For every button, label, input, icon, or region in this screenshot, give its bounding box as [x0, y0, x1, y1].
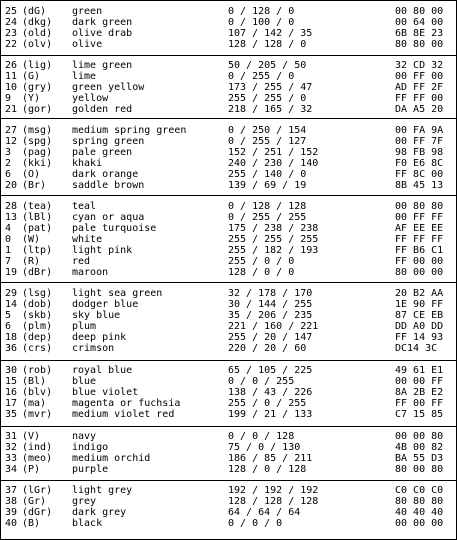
color-code: (skb)	[22, 310, 53, 321]
table-row	[0, 496, 457, 507]
color-number: 14	[5, 299, 18, 310]
hex-value: 8B 45 13	[395, 180, 444, 191]
rgb-value: 128 / 0 / 128	[228, 464, 307, 475]
table-row	[0, 201, 457, 212]
rgb-value: 255 / 182 / 193	[228, 245, 319, 256]
table-row	[0, 28, 457, 39]
color-number: 28	[5, 201, 18, 212]
color-number: 23	[5, 28, 18, 39]
rgb-value: 0 / 255 / 255	[228, 212, 307, 223]
color-name: royal blue	[72, 365, 133, 376]
color-group	[0, 431, 457, 475]
table-row	[0, 442, 457, 453]
color-name: navy	[72, 431, 97, 442]
color-number: 13	[5, 212, 18, 223]
rgb-value: 75 / 0 / 130	[228, 442, 301, 453]
color-name: light pink	[72, 245, 133, 256]
table-row	[0, 17, 457, 28]
rgb-value: 50 / 205 / 50	[228, 60, 307, 71]
table-row	[0, 180, 457, 191]
color-name: dark orange	[72, 169, 139, 180]
hex-value: 00 FF 00	[395, 71, 444, 82]
color-name: medium orchid	[72, 453, 151, 464]
table-row	[0, 234, 457, 245]
hex-value: 40 40 40	[395, 507, 444, 518]
color-code: (V)	[22, 431, 41, 442]
color-number: 21	[5, 104, 18, 115]
group-divider	[0, 195, 457, 196]
color-name: blue violet	[72, 387, 139, 398]
hex-value: 32 CD 32	[395, 60, 444, 71]
color-number: 25	[5, 6, 18, 17]
color-name: white	[72, 234, 103, 245]
color-code: (P)	[22, 464, 41, 475]
color-name: light grey	[72, 485, 133, 496]
color-number: 36	[5, 343, 18, 354]
hex-value: DA A5 20	[395, 104, 444, 115]
hex-value: FF 00 FF	[395, 398, 444, 409]
color-number: 37	[5, 485, 18, 496]
color-number: 34	[5, 464, 18, 475]
color-code: (lBl)	[22, 212, 53, 223]
rgb-value: 255 / 255 / 0	[228, 93, 307, 104]
color-number: 16	[5, 387, 18, 398]
color-number: 22	[5, 39, 18, 50]
color-number: 27	[5, 125, 18, 136]
color-group	[0, 125, 457, 191]
color-code: (dBr)	[22, 267, 53, 278]
rgb-value: 220 / 20 / 60	[228, 343, 307, 354]
color-name: purple	[72, 464, 109, 475]
hex-value: C0 C0 C0	[395, 485, 444, 496]
color-name: sky blue	[72, 310, 121, 321]
color-group	[0, 485, 457, 529]
color-number: 0	[5, 234, 12, 245]
color-number: 3	[5, 147, 12, 158]
rgb-value: 255 / 0 / 0	[228, 256, 295, 267]
hex-value: 00 FF FF	[395, 212, 444, 223]
color-name: yellow	[72, 93, 109, 104]
table-row	[0, 321, 457, 332]
hex-value: C7 15 85	[395, 409, 444, 420]
color-number: 32	[5, 442, 18, 453]
hex-value: FF 14 93	[395, 332, 444, 343]
color-code: (ma)	[22, 398, 47, 409]
color-number: 6	[5, 321, 12, 332]
table-row	[0, 299, 457, 310]
group-divider	[0, 480, 457, 481]
rgb-value: 107 / 142 / 35	[228, 28, 313, 39]
color-name: dark green	[72, 17, 133, 28]
hex-value: FF 00 00	[395, 256, 444, 267]
color-name: khaki	[72, 158, 103, 169]
rgb-value: 0 / 100 / 0	[228, 17, 295, 28]
color-code: (dep)	[22, 332, 53, 343]
color-code: (plm)	[22, 321, 53, 332]
hex-value: 87 CE EB	[395, 310, 444, 321]
rgb-value: 0 / 128 / 0	[228, 6, 295, 17]
table-row	[0, 223, 457, 234]
table-row	[0, 93, 457, 104]
color-number: 20	[5, 180, 18, 191]
rgb-value: 138 / 43 / 226	[228, 387, 313, 398]
table-row	[0, 6, 457, 17]
table-row	[0, 147, 457, 158]
table-row	[0, 212, 457, 223]
color-code: (O)	[22, 169, 41, 180]
table-row	[0, 376, 457, 387]
rgb-value: 173 / 255 / 47	[228, 82, 313, 93]
hex-value: 1E 90 FF	[395, 299, 444, 310]
rgb-value: 255 / 0 / 255	[228, 398, 307, 409]
table-row	[0, 409, 457, 420]
color-code: (spg)	[22, 136, 53, 147]
color-number: 12	[5, 136, 18, 147]
hex-value: 4B 00 82	[395, 442, 444, 453]
rgb-value: 65 / 105 / 225	[228, 365, 313, 376]
color-code: (meo)	[22, 453, 53, 464]
table-row	[0, 431, 457, 442]
rgb-value: 0 / 0 / 128	[228, 431, 295, 442]
table-row	[0, 82, 457, 93]
color-code: (rob)	[22, 365, 53, 376]
rgb-value: 0 / 255 / 127	[228, 136, 307, 147]
rgb-value: 186 / 85 / 211	[228, 453, 313, 464]
color-code: (lGr)	[22, 485, 53, 496]
color-name: spring green	[72, 136, 145, 147]
color-number: 24	[5, 17, 18, 28]
rgb-value: 139 / 69 / 19	[228, 180, 307, 191]
rgb-value: 175 / 238 / 238	[228, 223, 319, 234]
color-code: (pat)	[22, 223, 53, 234]
color-group	[0, 288, 457, 354]
color-name: lime	[72, 71, 97, 82]
hex-value: FF 8C 00	[395, 169, 444, 180]
rgb-value: 199 / 21 / 133	[228, 409, 313, 420]
hex-value: 00 64 00	[395, 17, 444, 28]
hex-value: AD FF 2F	[395, 82, 444, 93]
color-code: (Br)	[22, 180, 47, 191]
color-number: 38	[5, 496, 18, 507]
group-divider	[0, 55, 457, 56]
color-code: (dob)	[22, 299, 53, 310]
hex-value: 98 FB 98	[395, 147, 444, 158]
rgb-value: 255 / 255 / 255	[228, 234, 319, 245]
color-code: (R)	[22, 256, 41, 267]
color-code: (msg)	[22, 125, 53, 136]
color-code: (gry)	[22, 82, 53, 93]
color-code: (G)	[22, 71, 41, 82]
color-number: 17	[5, 398, 18, 409]
rgb-value: 128 / 128 / 128	[228, 496, 319, 507]
color-number: 35	[5, 409, 18, 420]
table-row	[0, 332, 457, 343]
table-row	[0, 343, 457, 354]
color-name: lime green	[72, 60, 133, 71]
color-code: (Bl)	[22, 376, 47, 387]
color-number: 4	[5, 223, 12, 234]
hex-value: FF FF 00	[395, 93, 444, 104]
color-name: black	[72, 518, 103, 529]
color-number: 33	[5, 453, 18, 464]
color-number: 39	[5, 507, 18, 518]
table-row	[0, 288, 457, 299]
color-number: 7	[5, 256, 12, 267]
color-code: (ltp)	[22, 245, 53, 256]
color-name: pale green	[72, 147, 133, 158]
color-name: cyan or aqua	[72, 212, 145, 223]
rgb-value: 128 / 0 / 0	[228, 267, 295, 278]
color-number: 31	[5, 431, 18, 442]
color-number: 5	[5, 310, 12, 321]
table-row	[0, 39, 457, 50]
hex-value: BA 55 D3	[395, 453, 444, 464]
color-name: light sea green	[72, 288, 163, 299]
table-row	[0, 256, 457, 267]
table-row	[0, 136, 457, 147]
color-name: magenta or fuchsia	[72, 398, 181, 409]
group-divider	[0, 118, 457, 119]
color-name: plum	[72, 321, 97, 332]
hex-value: 8A 2B E2	[395, 387, 444, 398]
rgb-value: 221 / 160 / 221	[228, 321, 319, 332]
color-group	[0, 6, 457, 50]
hex-value: 80 80 00	[395, 39, 444, 50]
hex-value: 20 B2 AA	[395, 288, 444, 299]
hex-value: 00 80 00	[395, 6, 444, 17]
color-name: medium spring green	[72, 125, 187, 136]
rgb-value: 64 / 64 / 64	[228, 507, 301, 518]
color-code: (dGr)	[22, 507, 53, 518]
hex-value: 00 00 80	[395, 431, 444, 442]
color-name: deep pink	[72, 332, 127, 343]
table-row	[0, 310, 457, 321]
color-number: 11	[5, 71, 18, 82]
color-code: (olv)	[22, 39, 53, 50]
color-number: 6	[5, 169, 12, 180]
color-number: 40	[5, 518, 18, 529]
group-divider	[0, 282, 457, 283]
table-row	[0, 267, 457, 278]
rgb-value: 0 / 255 / 0	[228, 71, 295, 82]
group-divider	[0, 426, 457, 427]
rgb-value: 255 / 140 / 0	[228, 169, 307, 180]
hex-value: AF EE EE	[395, 223, 444, 234]
color-name: medium violet red	[72, 409, 175, 420]
color-code: (W)	[22, 234, 41, 245]
color-code: (Gr)	[22, 496, 47, 507]
rgb-value: 30 / 144 / 255	[228, 299, 313, 310]
color-code: (dkg)	[22, 17, 53, 28]
hex-value: 00 00 FF	[395, 376, 444, 387]
hex-value: DD A0 DD	[395, 321, 444, 332]
color-code: (gor)	[22, 104, 53, 115]
color-name: green	[72, 6, 103, 17]
color-name: maroon	[72, 267, 109, 278]
table-row	[0, 507, 457, 518]
table-row	[0, 169, 457, 180]
table-row	[0, 104, 457, 115]
table-row	[0, 518, 457, 529]
hex-value: 80 80 80	[395, 496, 444, 507]
rgb-value: 32 / 178 / 170	[228, 288, 313, 299]
rgb-value: 0 / 0 / 0	[228, 518, 283, 529]
color-name: crimson	[72, 343, 115, 354]
hex-value: 49 61 E1	[395, 365, 444, 376]
table-row	[0, 398, 457, 409]
table-row	[0, 158, 457, 169]
rgb-value: 0 / 128 / 128	[228, 201, 307, 212]
color-code: (Y)	[22, 93, 41, 104]
color-name: blue	[72, 376, 97, 387]
color-name: red	[72, 256, 91, 267]
hex-value: FF FF FF	[395, 234, 444, 245]
table-row	[0, 125, 457, 136]
rgb-value: 35 / 206 / 235	[228, 310, 313, 321]
table-row	[0, 464, 457, 475]
color-number: 30	[5, 365, 18, 376]
color-number: 15	[5, 376, 18, 387]
color-group	[0, 365, 457, 420]
color-number: 9	[5, 93, 12, 104]
color-name: indigo	[72, 442, 109, 453]
hex-value: 6B 8E 23	[395, 28, 444, 39]
color-name: grey	[72, 496, 97, 507]
color-code: (lig)	[22, 60, 53, 71]
color-name: dodger blue	[72, 299, 139, 310]
color-code: (dG)	[22, 6, 47, 17]
table-row	[0, 71, 457, 82]
rgb-value: 192 / 192 / 192	[228, 485, 319, 496]
rgb-value: 218 / 165 / 32	[228, 104, 313, 115]
table-row	[0, 245, 457, 256]
rgb-value: 240 / 230 / 140	[228, 158, 319, 169]
table-row	[0, 453, 457, 464]
color-code: (kki)	[22, 158, 53, 169]
color-code: (tea)	[22, 201, 53, 212]
color-code: (lsg)	[22, 288, 53, 299]
hex-value: 00 80 80	[395, 201, 444, 212]
table-row	[0, 387, 457, 398]
group-divider	[0, 360, 457, 361]
hex-value: DC14 3C	[395, 343, 438, 354]
color-name: olive	[72, 39, 103, 50]
hex-value: FF B6 C1	[395, 245, 444, 256]
table-row	[0, 485, 457, 496]
color-name: green yellow	[72, 82, 145, 93]
rgb-value: 128 / 128 / 0	[228, 39, 307, 50]
color-name: golden red	[72, 104, 133, 115]
color-number: 10	[5, 82, 18, 93]
color-code: (mvr)	[22, 409, 53, 420]
rgb-value: 0 / 250 / 154	[228, 125, 307, 136]
rgb-value: 152 / 251 / 152	[228, 147, 319, 158]
color-code: (pag)	[22, 147, 53, 158]
hex-value: 00 FA 9A	[395, 125, 444, 136]
color-number: 1	[5, 245, 12, 256]
rgb-value: 255 / 20 / 147	[228, 332, 313, 343]
color-number: 18	[5, 332, 18, 343]
color-number: 2	[5, 158, 12, 169]
color-number: 29	[5, 288, 18, 299]
color-code: (B)	[22, 518, 41, 529]
color-code: (crs)	[22, 343, 53, 354]
color-name: teal	[72, 201, 97, 212]
hex-value: 80 00 80	[395, 464, 444, 475]
color-group	[0, 201, 457, 278]
color-name: pale turquoise	[72, 223, 157, 234]
color-code: (old)	[22, 28, 53, 39]
color-number: 26	[5, 60, 18, 71]
color-number: 19	[5, 267, 18, 278]
hex-value: 00 00 00	[395, 518, 444, 529]
color-name: saddle brown	[72, 180, 145, 191]
color-name: dark grey	[72, 507, 127, 518]
color-group	[0, 60, 457, 115]
table-row	[0, 365, 457, 376]
color-code: (blv)	[22, 387, 53, 398]
color-code: (ind)	[22, 442, 53, 453]
hex-value: F0 E6 8C	[395, 158, 444, 169]
hex-value: 00 FF 7F	[395, 136, 444, 147]
hex-value: 80 00 00	[395, 267, 444, 278]
table-row	[0, 60, 457, 71]
rgb-value: 0 / 0 / 255	[228, 376, 295, 387]
color-name: olive drab	[72, 28, 133, 39]
